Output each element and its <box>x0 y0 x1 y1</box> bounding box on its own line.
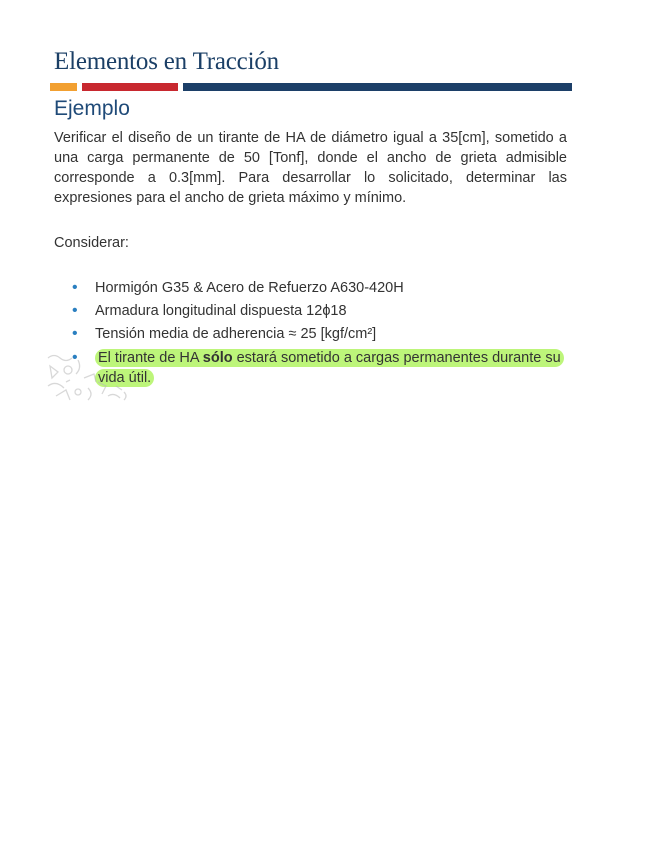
list-item-text: Armadura longitudinal dispuesta 12ϕ18 <box>95 303 347 319</box>
highlight-text-after: estará sometido a cargas permanentes durante su vida útil. <box>98 350 561 386</box>
list-item-text: Hormigón G35 & Acero de Refuerzo A630-420H <box>95 280 404 296</box>
decorative-pattern-icon <box>44 352 136 406</box>
accent-bar-blue <box>183 83 572 91</box>
highlighted-text <box>95 349 564 387</box>
accent-bar-orange <box>50 83 77 91</box>
problem-statement: Verificar el diseño de un tirante de HA de diámetro igual a 35[cm], sometido a una carga permanente de 50 [Tonf], donde el ancho de grieta admisible corresponde a 0.3[mm]. Para desarrollar lo solicitado, determinar las expresiones para el ancho de grieta máximo y mínimo. <box>54 130 567 206</box>
slide-title: Elementos en Tracción <box>54 48 279 75</box>
section-subtitle: Ejemplo <box>54 97 130 120</box>
consider-label: Considerar: <box>54 235 129 251</box>
highlight-text-before: El tirante de HA <box>98 350 203 366</box>
bullet-icon: • <box>72 302 78 319</box>
bullet-icon: • <box>72 349 78 366</box>
bullet-icon: • <box>72 325 78 342</box>
bullet-icon: • <box>72 279 78 296</box>
list-item-text <box>95 348 570 388</box>
list-item-text: Tensión media de adherencia ≈ 25 [kgf/cm²] <box>95 326 377 342</box>
emphasized-word: sólo <box>202 350 233 366</box>
accent-bar-red <box>82 83 178 91</box>
